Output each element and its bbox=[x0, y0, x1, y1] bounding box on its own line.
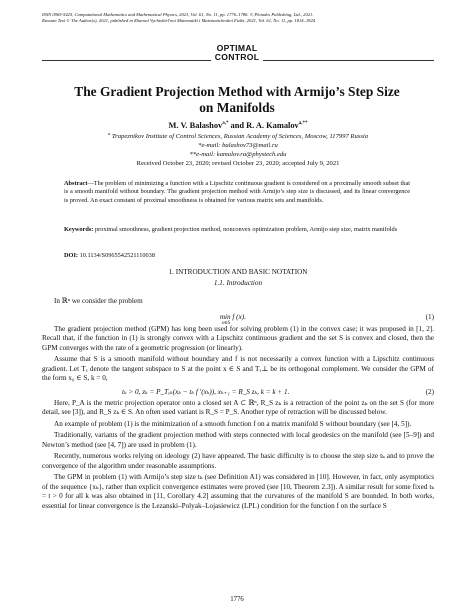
keywords bbox=[64, 226, 410, 234]
received-dates: Received October 23, 2020; revised October 23, 2020; accepted July 9, 2021 bbox=[136, 159, 340, 167]
body-text bbox=[42, 297, 434, 513]
abstract-text: —The problem of minimizing a function with a Lipschitz continuous gradient is considered on a proximally smooth subset that is a smooth manifold without boundary. The gradient projection method with Armijo’s step size is discussed, and its linear convergence is proved. An exact constant of proximal smoothness is obtained for various matrix sets and manifolds. bbox=[64, 180, 410, 204]
affiliation-line bbox=[42, 130, 434, 142]
paragraph-8: The GPM in problem (1) with Armijo’s step size tₖ (see Definition A1) was considered in [10]. However, in fact, only asymptotics of the sequence {xₖ}, rather than explicit convergence estimates were proved (see [10, Theorem 2.3]). A similar result for some fixed tₖ = t > 0 for all k was also obtained in [11, Corollary 4.2] assuming that the curvatures of the manifold S are bounded. In both works, essential for linear convergence is the Lezanski–Polyak–Lojasiewicz (LPL) condition for the function f on the surface S bbox=[42, 473, 434, 510]
equation-2 bbox=[42, 386, 434, 399]
paragraph-2: The gradient projection method (GPM) has long been used for solving problem (1) in the convex case; it was proposed in [1, 2]. Recall that, if the function in (1) is strongly convex with a Lipschitz continuous gradient and the set S is convex and closed, then the GPM converges with the rate of a geometric progression (or linearly). bbox=[42, 324, 434, 352]
section-label bbox=[211, 44, 264, 62]
section-label-line-1: OPTIMAL bbox=[216, 43, 258, 53]
subsection-heading: 1.1. Introduction bbox=[213, 279, 263, 287]
abstract bbox=[64, 180, 410, 205]
paragraph-1: In ℝⁿ we consider the problem bbox=[54, 297, 143, 305]
equation-2-number: (2) bbox=[425, 387, 434, 396]
equation-1-number: (1) bbox=[425, 312, 434, 321]
affiliation-text: Trapeznikov Institute of Control Sciences, Russian Academy of Sciences, Moscow, 117997 Russia bbox=[110, 133, 369, 141]
section-heading: 1. INTRODUCTION AND BASIC NOTATION bbox=[168, 268, 308, 276]
paper-title: The Gradient Projection Method with Armijo’s Step Size on Manifolds bbox=[74, 84, 400, 115]
page-number: 1776 bbox=[230, 596, 244, 603]
author-and: and R. A. Kamalov bbox=[228, 120, 299, 130]
section-label-line-2: CONTROL bbox=[214, 52, 260, 62]
doi bbox=[64, 252, 410, 260]
keywords-text: proximal smoothness, gradient projection method, nonconvex optimization problem, Armijo step size, matrix manifolds bbox=[93, 226, 398, 233]
affiliation-block bbox=[42, 130, 434, 169]
paragraph-3: Assume that S is a smooth manifold without boundary and f is not necessarily a convex function with a Lipschitz continuous gradient. Let Tₓ denote the tangent subspace to S at the point x ∈ S and Tₓ⊥ be its orthogonal complement. We consider the GPM of the form x₀ ∈ S, k = 0, bbox=[42, 355, 434, 382]
equation-1-sub: x∈S bbox=[221, 320, 231, 326]
equation-1-expr: min f (x). bbox=[219, 312, 246, 321]
paragraph-5: An example of problem (1) is the minimization of a smooth function f on a matrix manifold S without boundary (see [4, 5]). bbox=[54, 419, 412, 428]
journal-header-line-1: ISSN 0965-5425, Computational Mathematics and Mathematical Physics, 2021, Vol. 61, No. 11, pp. 1776–1786. © Pleiades Publishing, Ltd., 2021. bbox=[42, 12, 314, 17]
keywords-label: Keywords: bbox=[64, 226, 94, 233]
author-1: M. V. Balashov bbox=[168, 120, 223, 130]
section-label-box bbox=[0, 44, 474, 65]
paragraph-4: Here, P_A is the metric projection operator onto a closed set A ⊂ ℝⁿ, R_S zₖ is a retraction of the point zₖ on the set S (for more detail, see [3]), and R_S zₖ ∈ S. An often used variant is R_S = P_S. Another type of retraction will be discussed below. bbox=[42, 398, 434, 416]
journal-header bbox=[42, 12, 434, 24]
equation-2-expr: tₖ > 0, zₖ = P_Tₓₖ(xₖ − tₖ f ′(xₖ)), xₖ₊₁ = R_S zₖ, k = k + 1. bbox=[122, 387, 290, 396]
doi-text: 10.1134/S0965542521110038 bbox=[78, 252, 155, 259]
email-1: *e-mail: balashov73@mail.ru bbox=[198, 142, 278, 150]
author-2-sup: a,** bbox=[298, 121, 308, 126]
abstract-label: Abstract bbox=[64, 180, 88, 187]
paragraph-6: Traditionally, variants of the gradient projection method with steps connected with local geodesics on the manifold (see [5–9]) and Newton’s method (see [4, 7]) are used in problem (1). bbox=[42, 431, 434, 449]
author-1-sup: a,* bbox=[222, 121, 229, 126]
equation-1 bbox=[42, 309, 434, 325]
journal-header-line-2: Russian Text © The Author(s), 2021, published in Zhurnal Vychislitel'noi Matematiki i Matematicheskoi Fiziki, 2021, Vol. 61, No. 11, pp. 1814–1824. bbox=[42, 18, 317, 23]
affiliation-sup: a bbox=[107, 131, 111, 136]
paragraph-7: Recently, numerous works relying on ideology (2) have appeared. The basic difficulty is to choose the step size tₖ and to prove the convergence of the algorithm under reasonable assumptions. bbox=[42, 452, 434, 470]
doi-label: DOI: bbox=[64, 252, 78, 259]
email-2: **e-mail: kamalov.ra@phystech.edu bbox=[189, 151, 287, 158]
